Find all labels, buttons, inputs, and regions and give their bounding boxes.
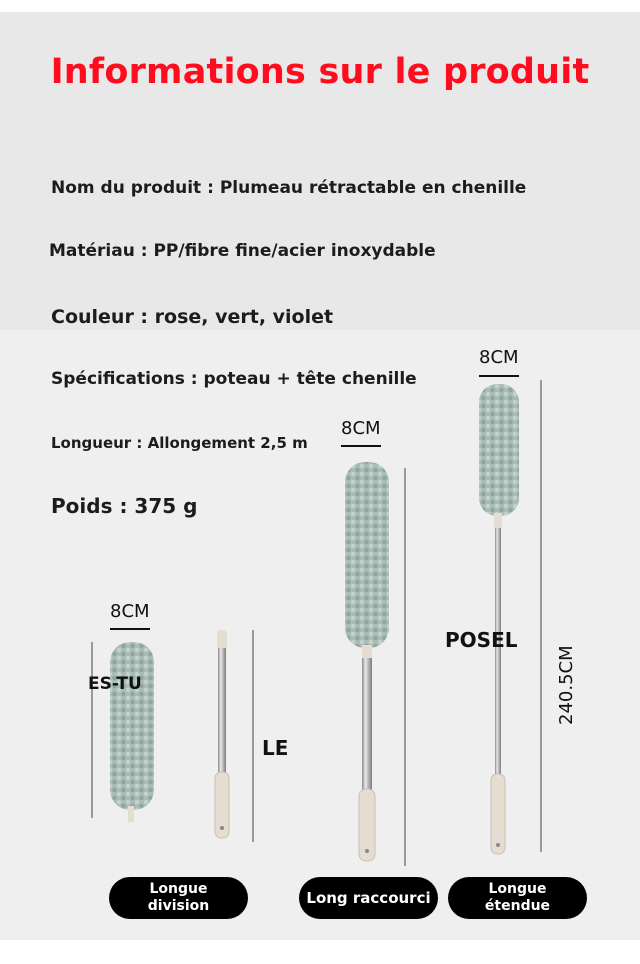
hang-hole <box>365 849 369 853</box>
extended-label-line1: Longue <box>488 881 547 897</box>
head-connector <box>128 806 134 822</box>
chenille-head <box>110 642 154 810</box>
division-label-line1: Longue <box>149 881 208 897</box>
duster-short <box>345 462 389 861</box>
head-connector <box>494 513 502 529</box>
duster-extended <box>479 384 519 854</box>
overlay-word-left: ES-TU <box>88 674 142 694</box>
page-title: Informations sur le produit <box>50 52 590 92</box>
spec-product-name: Nom du produit : Plumeau rétractable en chenille <box>51 178 527 198</box>
spec-specifications: Spécifications : poteau + tête chenille <box>51 369 417 389</box>
spec-material: Matériau : PP/fibre fine/acier inoxydable <box>49 241 436 261</box>
spec-weight: Poids : 375 g <box>51 494 198 518</box>
hang-hole <box>496 843 500 847</box>
hang-hole <box>220 826 224 830</box>
division-label-line2: division <box>147 898 210 914</box>
chenille-head <box>345 462 389 648</box>
long-short-button[interactable]: Long raccourci <box>299 877 438 919</box>
pole-handle <box>491 774 505 854</box>
width-label-short: 8CM <box>341 418 381 439</box>
width-label-division: 8CM <box>110 601 150 622</box>
overlay-word-right: POSEL <box>445 628 518 652</box>
steel-pole <box>218 648 226 773</box>
duster-head-division <box>110 642 154 822</box>
head-connector <box>362 645 372 659</box>
long-division-button[interactable] <box>109 877 248 919</box>
steel-pole <box>362 658 372 791</box>
bottom-band <box>0 940 640 964</box>
width-marker-short <box>341 445 381 447</box>
spec-color: Couleur : rose, vert, violet <box>51 306 334 328</box>
width-marker-division <box>110 628 150 630</box>
width-marker-extended <box>479 375 519 377</box>
overlay-word-mid: LE <box>262 736 289 760</box>
width-label-extended: 8CM <box>479 347 519 368</box>
chenille-head <box>479 384 519 516</box>
long-extended-button[interactable] <box>448 877 587 919</box>
duster-pole-division <box>215 630 229 838</box>
length-label-extended: 240.5CM <box>556 645 577 725</box>
pole-tip <box>217 630 227 650</box>
spec-length: Longueur : Allongement 2,5 m <box>51 434 308 452</box>
extended-label-line2: étendue <box>484 898 551 914</box>
